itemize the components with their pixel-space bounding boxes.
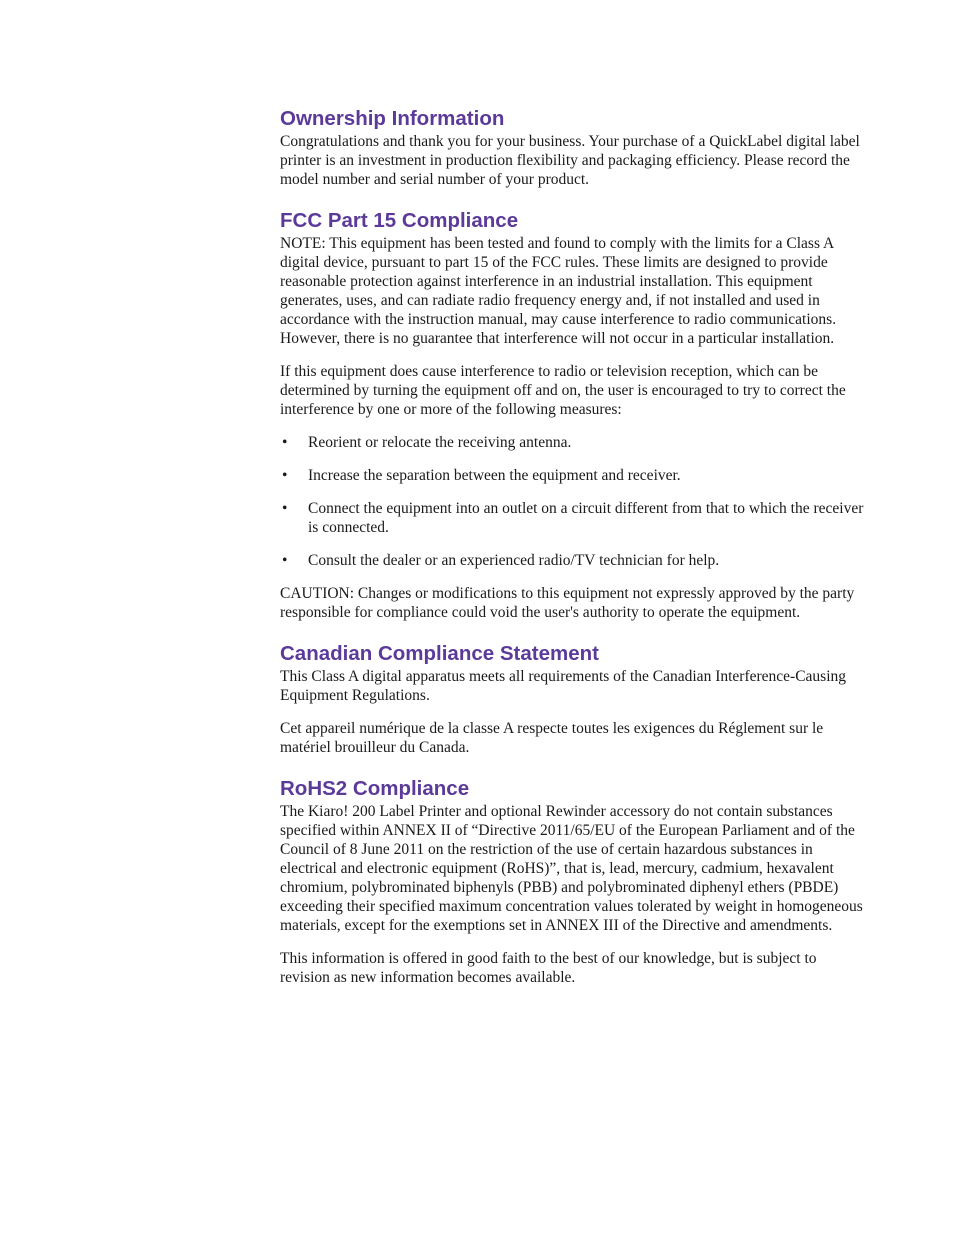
document-page — [280, 106, 870, 1006]
section-ownership — [280, 106, 870, 189]
bullet-icon: • — [282, 552, 288, 569]
rohs-statement-paragraph: The Kiaro! 200 Label Printer and optional Rewinder accessory do not contain substances specified within ANNEX II of “Directive 2011/65/EU of the European Parliament and of the Council of 8 June 2011 on the restriction of the use of certain hazardous substances in electrical and electronic equipment (RoHS)”, that is, lead, mercury, cadmium, hexavalent chromium, polybrominated biphenyls (PBB) and polybrominated diphenyl ethers (PBDE) exceeding their specified maximum concentration values tolerated by weight in homogeneous materials, except for the exemptions set in ANNEX III of the Directive and amendments. — [280, 803, 863, 934]
list-item — [280, 499, 870, 537]
list-item — [280, 551, 870, 570]
section-fcc — [280, 208, 870, 622]
list-item — [280, 433, 870, 452]
bullet-icon: • — [282, 434, 288, 451]
ownership-paragraph: Congratulations and thank you for your business. Your purchase of a QuickLabel digital label printer is an investment in production flexibility and packaging efficiency. Please record the model number and serial number of your product. — [280, 133, 860, 188]
list-item-text: Reorient or relocate the receiving antenna. — [308, 434, 572, 451]
canadian-french-paragraph: Cet appareil numérique de la classe A respecte toutes les exigences du Réglement sur le matériel brouilleur du Canada. — [280, 720, 824, 756]
bullet-icon: • — [282, 467, 288, 484]
fcc-caution-paragraph: CAUTION: Changes or modifications to this equipment not expressly approved by the party responsible for compliance could void the user's authority to operate the equipment. — [280, 585, 855, 621]
list-item-text: Increase the separation between the equipment and receiver. — [308, 467, 681, 484]
bullet-icon: • — [282, 500, 288, 517]
heading-canadian: Canadian Compliance Statement — [280, 642, 599, 665]
fcc-interference-paragraph: If this equipment does cause interference to radio or television reception, which can be determined by turning the equipment off and on, the user is encouraged to try to correct the interference by one or more of the following measures: — [280, 363, 846, 418]
fcc-note-paragraph: NOTE: This equipment has been tested and found to comply with the limits for a Class A digital device, pursuant to part 15 of the FCC rules. These limits are designed to provide reasonable protection against interference in an industrial installation. This equipment generates, uses, and can radiate radio frequency energy and, if not installed and used in accordance with the instruction manual, may cause interference to radio communications. However, there is no guarantee that interference will not occur in a particular installation. — [280, 235, 837, 347]
heading-ownership: Ownership Information — [280, 107, 505, 130]
list-item — [280, 466, 870, 485]
canadian-english-paragraph: This Class A digital apparatus meets all requirements of the Canadian Interference-Causing Equipment Regulations. — [280, 668, 847, 704]
section-rohs — [280, 776, 870, 987]
section-canadian — [280, 641, 870, 757]
heading-rohs: RoHS2 Compliance — [280, 777, 470, 800]
heading-fcc: FCC Part 15 Compliance — [280, 209, 519, 232]
list-item-text: Connect the equipment into an outlet on a circuit different from that to which the receiver is connected. — [308, 500, 864, 536]
list-item-text: Consult the dealer or an experienced radio/TV technician for help. — [308, 552, 720, 569]
fcc-measures-list — [280, 433, 870, 570]
rohs-disclaimer-paragraph: This information is offered in good faith to the best of our knowledge, but is subject to revision as new information becomes available. — [280, 950, 817, 986]
